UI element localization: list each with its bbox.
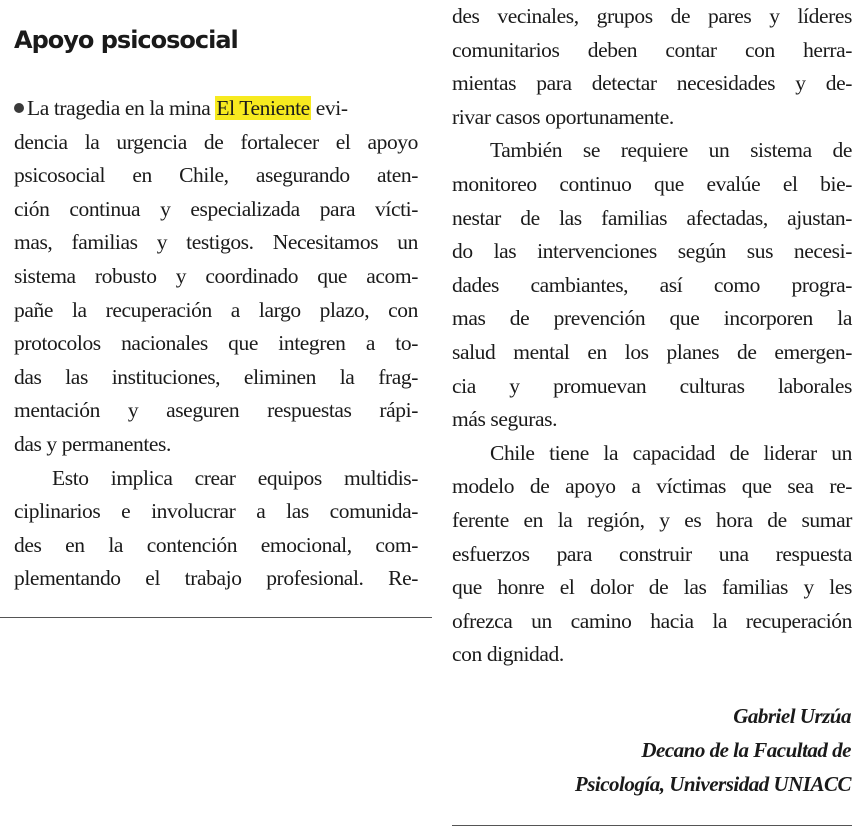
left-column-line: das las instituciones, eliminen la frag- [14, 364, 418, 389]
right-column-line: esfuerzos para construir una respuesta [452, 541, 852, 566]
left-column-line: das y permanentes. [14, 432, 171, 456]
right-column-line: que honre el dolor de las familias y les [452, 575, 852, 600]
right-column-line: salud mental en los planes de emergen- [452, 340, 852, 364]
left-column-end-rule [0, 617, 432, 618]
right-column-line: rivar casos oportunamente. [452, 104, 674, 129]
right-column-line: cia y promuevan culturas laborales [452, 373, 852, 398]
left-column-line: dencia la urgencia de fortalecer el apoyo [14, 129, 418, 154]
right-column-line: do las intervenciones según sus necesi- [452, 239, 852, 264]
right-column-line: más seguras. [452, 407, 558, 432]
left-column-line: Esto implica crear equipos multidis- [52, 465, 418, 490]
left-column-line: mas, familias y testigos. Necesitamos un [14, 230, 418, 255]
right-column-line: comunitarios deben contar con herra- [452, 37, 852, 62]
line-text: evi- [310, 96, 348, 120]
left-column-line: mentación y aseguren respuestas rápi- [14, 398, 418, 423]
article-headline: Apoyo psicosocial [14, 26, 238, 54]
signature-name: Gabriel Urzúa [733, 704, 851, 728]
right-column-line: nestar de las familias afectadas, ajustan- [452, 205, 852, 230]
signature-title-line-2: Psicología, Universidad UNIACC [574, 772, 851, 796]
bullet-icon [14, 103, 24, 113]
left-column-line: ción continua y especializada para vícti- [14, 196, 418, 221]
right-column-line: Chile tiene la capacidad de liderar un [490, 440, 852, 465]
left-column-line: pañe la recuperación a largo plazo, con [14, 297, 418, 322]
left-column-line [14, 92, 418, 124]
right-column-line: des vecinales, grupos de pares y líderes [452, 4, 852, 28]
line-text: La tragedia en la mina [27, 96, 216, 120]
right-column-line: con dignidad. [452, 642, 564, 667]
right-column-line: mas de prevención que incorporen la [452, 306, 852, 331]
right-column-line: También se requiere un sistema de [490, 138, 852, 163]
left-column-line: sistema robusto y coordinado que acom- [14, 264, 418, 288]
right-column-line: ferente en la región, y es hora de sumar [452, 508, 852, 532]
left-column-line: psicosocial en Chile, asegurando aten- [14, 163, 418, 188]
right-column-end-rule [452, 825, 852, 826]
right-column-line: modelo de apoyo a víctimas que sea re- [452, 474, 852, 499]
left-column-line: ciplinarios e involucrar a las comunida- [14, 499, 418, 524]
right-column-line: mientas para detectar necesidades y de- [452, 71, 852, 96]
right-column-line: ofrezca un camino hacia la recuperación [452, 608, 852, 633]
left-column-line: protocolos nacionales que integren a to- [14, 331, 418, 356]
signature-title-line-1: Decano de la Facultad de [641, 738, 851, 762]
left-column-line: des en la contención emocional, com- [14, 532, 418, 557]
highlighted-mine-name: El Teniente [216, 96, 310, 120]
right-column-line: monitoreo continuo que evalúe el bie- [452, 172, 852, 196]
left-column-line: plementando el trabajo profesional. Re- [14, 566, 418, 591]
right-column-line: dades cambiantes, así como progra- [452, 272, 852, 297]
